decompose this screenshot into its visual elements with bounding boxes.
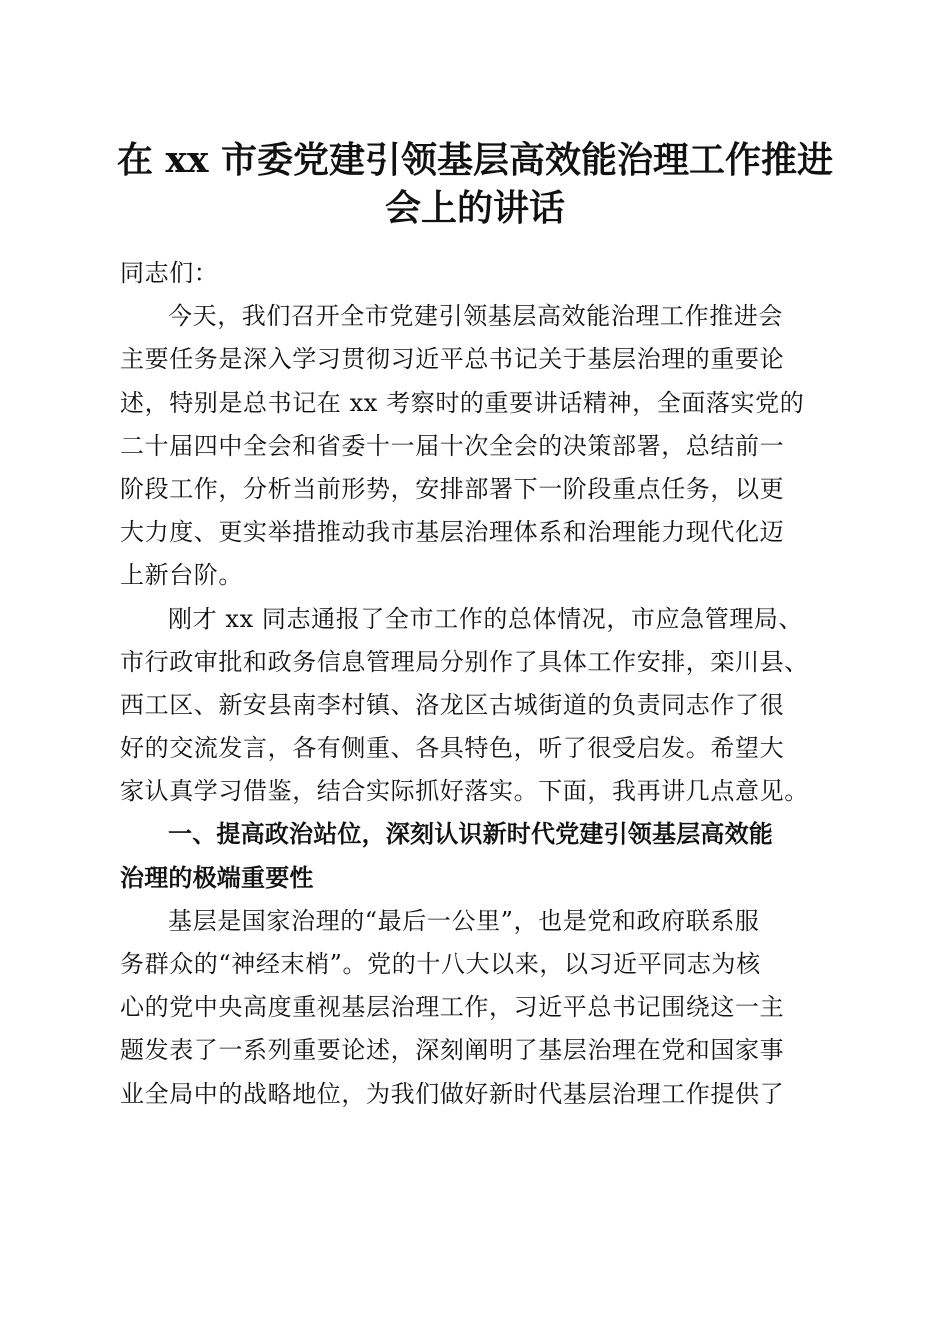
paragraph-line: 市行政审批和政务信息管理局分别作了具体工作安排，栾川县、 xyxy=(120,647,809,676)
paragraph-line: 述，特别是总书记在 xx 考察时的重要讲话精神，全面落实党的 xyxy=(120,388,805,417)
paragraph-line: 业全局中的战略地位，为我们做好新时代基层治理工作提供了 xyxy=(120,1079,785,1108)
paragraph-line: 基层是国家治理的“最后一公里”，也是党和政府联系服 xyxy=(168,906,760,935)
document-title xyxy=(100,136,850,232)
section-heading-line: 一、提高政治站位，深刻认识新时代党建引领基层高效能 xyxy=(168,820,773,849)
paragraph-line: 刚才 xx 同志通报了全市工作的总体情况，市应急管理局、 xyxy=(168,604,804,633)
paragraph-line: 家认真学习借鉴，结合实际抓好落实。下面，我再讲几点意见。 xyxy=(120,777,809,806)
section-heading-line: 治理的极端重要性 xyxy=(120,863,314,892)
paragraph-line: 二十届四中全会和省委十一届十次全会的决策部署，总结前一 xyxy=(120,431,785,460)
paragraph-line: 西工区、新安县南李村镇、洛龙区古城街道的负责同志作了很 xyxy=(120,690,785,719)
paragraph-line: 主要任务是深入学习贯彻习近平总书记关于基层治理的重要论 xyxy=(120,345,785,374)
paragraph-line: 好的交流发言，各有侧重、各具特色，听了很受启发。希望大 xyxy=(120,734,785,763)
document-body xyxy=(120,252,832,1116)
paragraph-line: 心的党中央高度重视基层治理工作，习近平总书记围绕这一主 xyxy=(120,993,785,1022)
paragraph-line: 大力度、更实举措推动我市基层治理体系和治理能力现代化迈 xyxy=(120,518,785,547)
paragraph-line: 阶段工作，分析当前形势，安排部署下一阶段重点任务，以更 xyxy=(120,474,785,503)
title-line-1: 在 xx 市委党建引领基层高效能治理工作推进 xyxy=(117,139,833,181)
paragraph-line: 上新台阶。 xyxy=(120,561,243,590)
title-line-2: 会上的讲话 xyxy=(384,187,565,229)
paragraph-line: 今天，我们召开全市党建引领基层高效能治理工作推进会 xyxy=(168,302,783,331)
paragraph-line: 题发表了一系列重要论述，深刻阐明了基层治理在党和国家事 xyxy=(120,1036,785,1065)
salutation: 同志们： xyxy=(120,259,219,287)
paragraph-line: 务群众的“神经末梢”。党的十八大以来，以习近平同志为核 xyxy=(120,950,761,978)
